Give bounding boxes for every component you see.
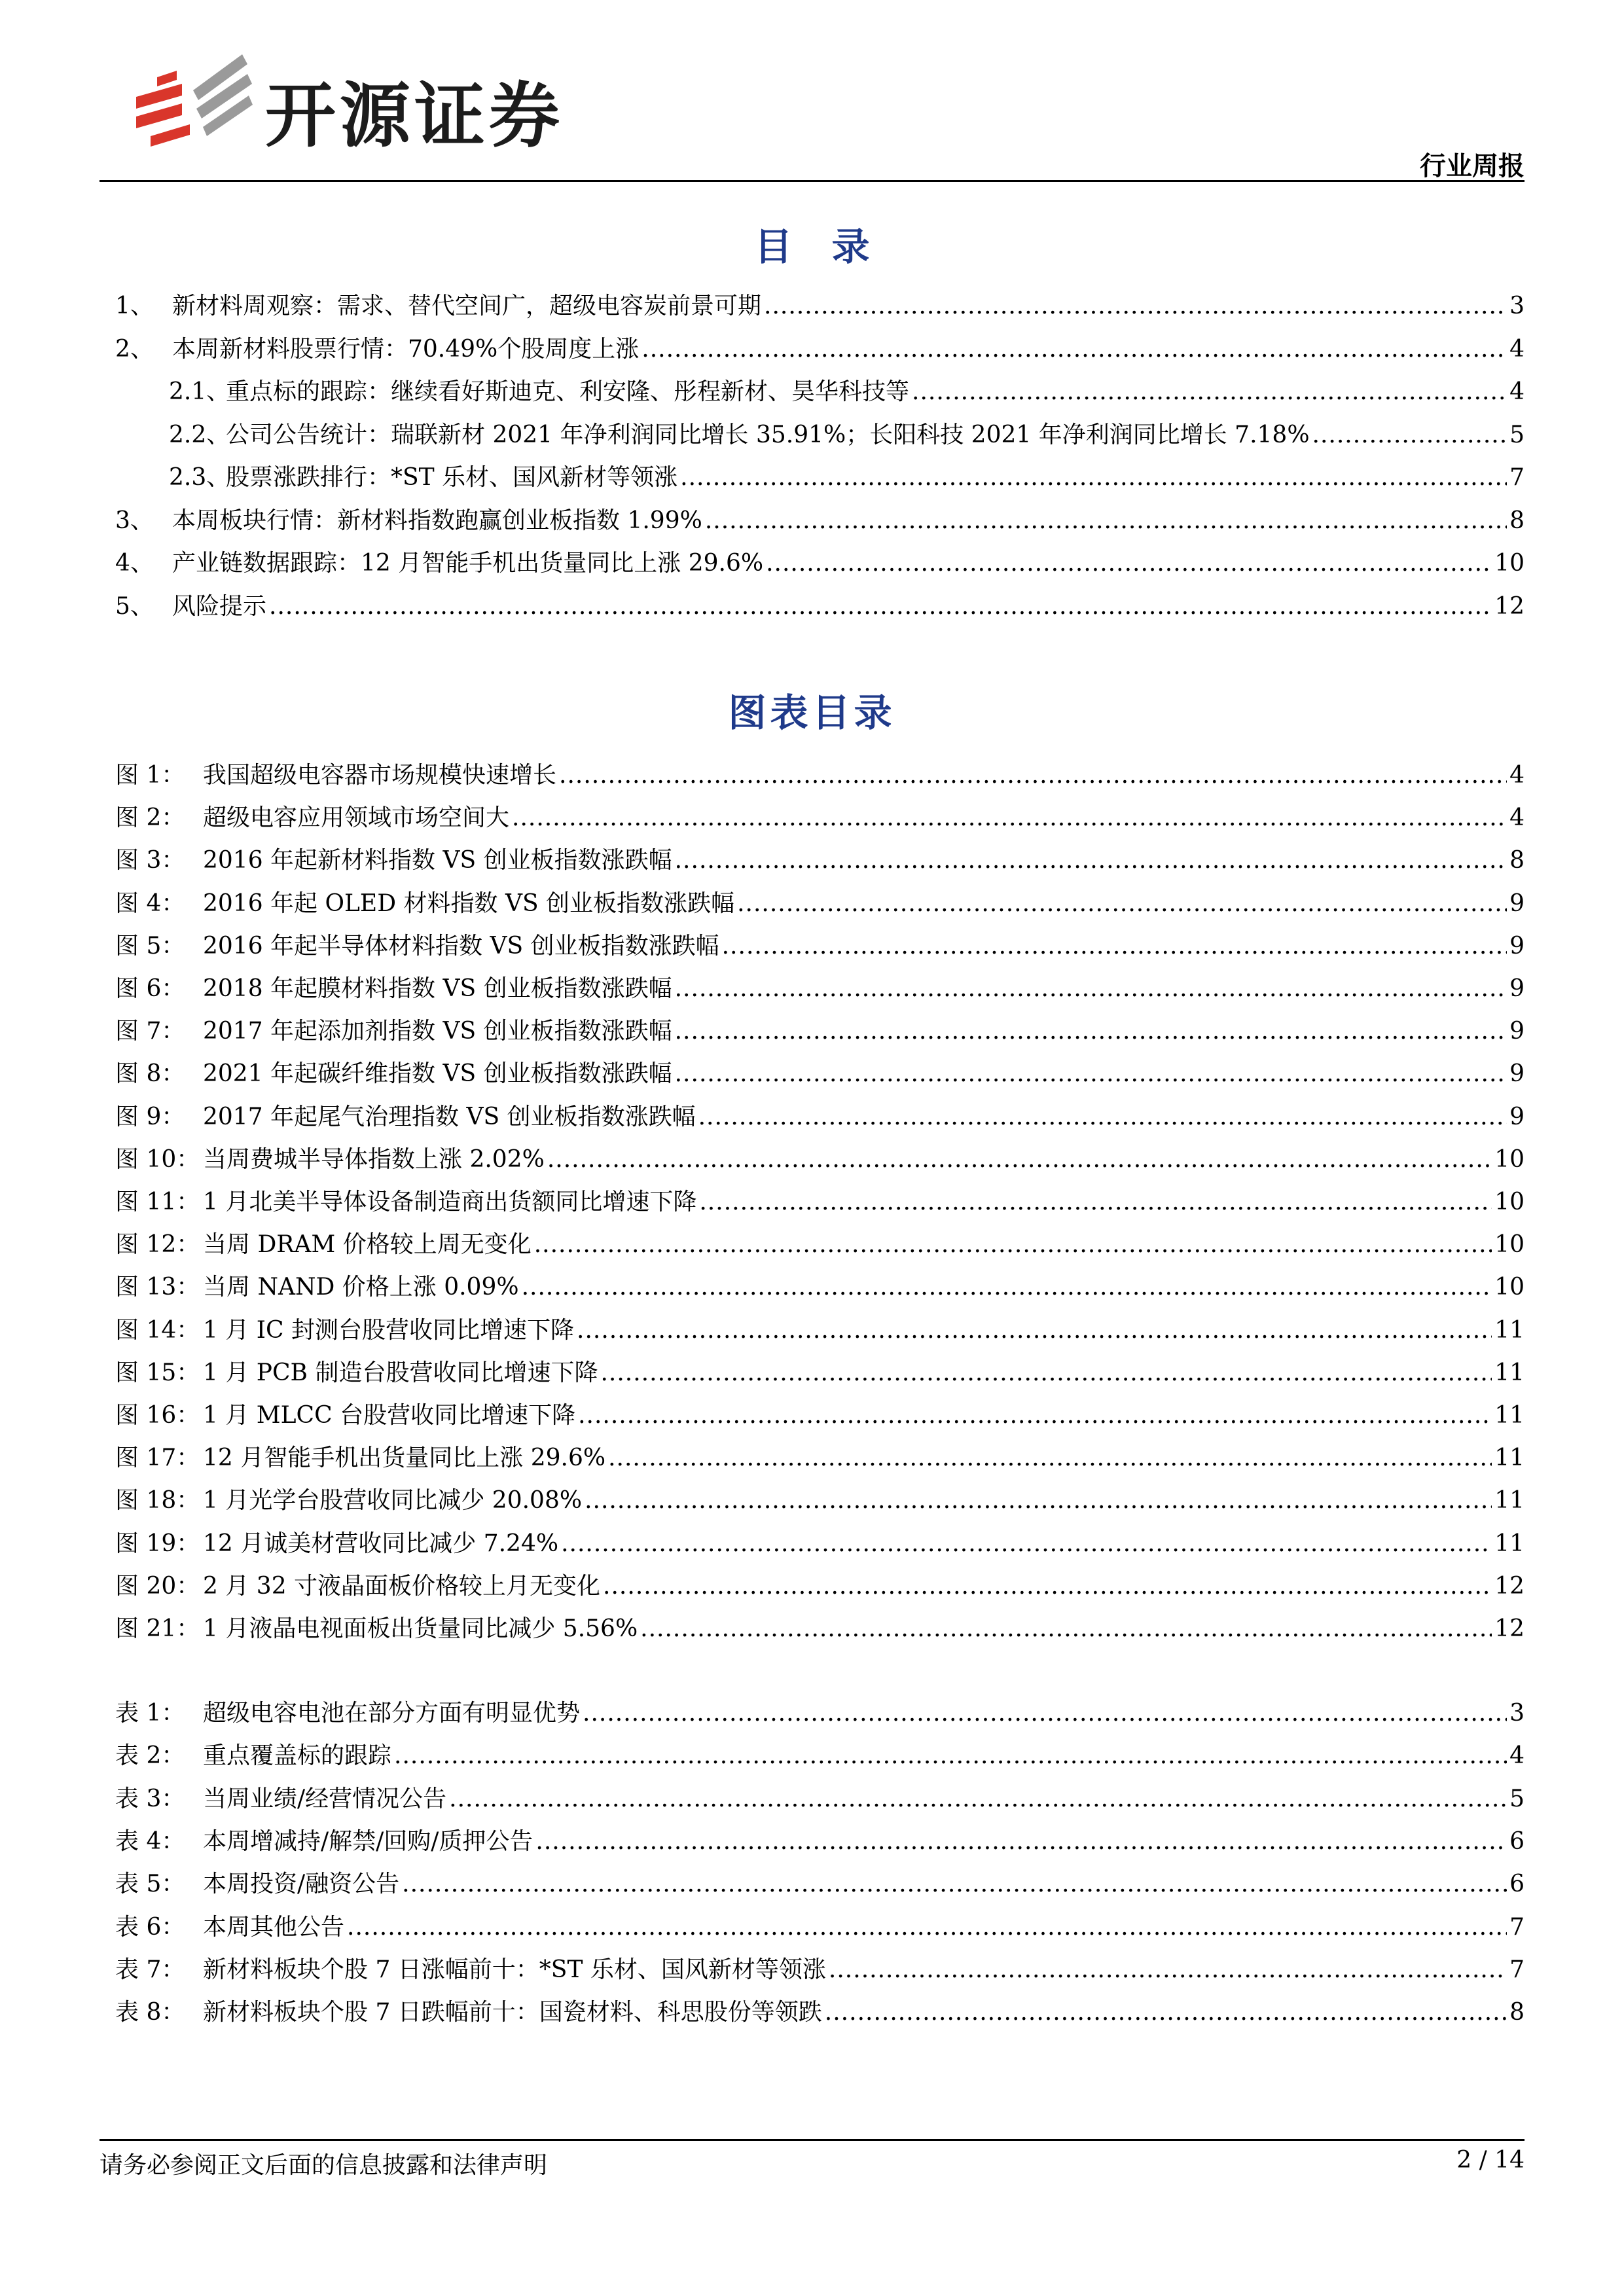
toc-entry[interactable] [0, 333, 1624, 366]
figure-entry-text: 当周费城半导体指数上涨 2.02% [203, 1145, 545, 1173]
figure-entry-text: 2018 年起膜材料指数 VS 创业板指数涨跌幅 [203, 975, 672, 1002]
leader-dots [722, 930, 1507, 963]
figure-entry[interactable] [0, 973, 1624, 1005]
figure-entry-number: 图 17： [115, 1444, 200, 1472]
table-entry[interactable] [0, 1996, 1624, 2029]
table-entry-text: 本周增减持/解禁/回购/质押公告 [203, 1827, 533, 1855]
figure-entry[interactable] [0, 1101, 1624, 1134]
figure-entry-text: 2017 年起尾气治理指数 VS 创业板指数涨跌幅 [203, 1103, 696, 1130]
figure-entry-number: 图 19： [115, 1530, 200, 1557]
toc-entry-number: 4、 [115, 550, 154, 577]
figure-entry-text: 12 月诚美材营收同比减少 7.24% [203, 1530, 559, 1557]
table-entry-number: 表 2： [115, 1742, 185, 1770]
figure-entry-page: 9 [1509, 1018, 1525, 1045]
figure-entry-page: 11 [1494, 1444, 1525, 1472]
toc-entry-page: 3 [1509, 293, 1525, 319]
toc-entry-page: 5 [1509, 421, 1525, 448]
toc-entry-page: 8 [1509, 507, 1525, 534]
leader-dots [705, 505, 1507, 537]
figure-entry[interactable] [0, 802, 1624, 834]
figure-entry[interactable] [0, 844, 1624, 877]
toc-entry[interactable] [0, 419, 1624, 452]
figure-entry-text: 1 月 PCB 制造台股营收同比增速下降 [203, 1359, 598, 1386]
figure-entry-number: 图 12： [115, 1231, 200, 1259]
figure-entry-page: 11 [1494, 1359, 1525, 1386]
leader-dots [1312, 419, 1507, 452]
table-entry-text: 当周业绩/经营情况公告 [203, 1785, 447, 1812]
figure-entry-page: 11 [1494, 1530, 1525, 1557]
leader-dots [559, 759, 1507, 792]
figure-entry[interactable] [0, 1613, 1624, 1645]
figure-entry-page: 10 [1494, 1145, 1525, 1173]
figure-entry-text: 2016 年起 OLED 材料指数 VS 创业板指数涨跌幅 [203, 889, 735, 917]
figure-entry[interactable] [0, 1357, 1624, 1390]
toc-entry-number: 2.1、 [169, 378, 230, 405]
leader-dots [608, 1442, 1492, 1475]
figure-entry-number: 图 15： [115, 1359, 200, 1386]
leader-dots [675, 1058, 1507, 1090]
toc-entry-text: 新材料周观察：需求、替代空间广，超级电容炭前景可期 [172, 293, 762, 319]
figure-entry-text: 当周 NAND 价格上涨 0.09% [203, 1274, 519, 1301]
leader-dots [737, 888, 1507, 920]
figure-entry-number: 图 7： [115, 1018, 185, 1045]
toc-entry-number: 2、 [115, 335, 154, 363]
figure-entry-number: 图 18： [115, 1487, 200, 1515]
figure-entry-text: 1 月 MLCC 台股营收同比增速下降 [203, 1402, 576, 1429]
leader-dots [641, 333, 1507, 366]
figure-entry-number: 图 6： [115, 975, 185, 1002]
table-entry-text: 本周投资/融资公告 [203, 1871, 400, 1898]
table-entry-number: 表 5： [115, 1871, 185, 1898]
table-entry-page: 4 [1509, 1742, 1525, 1770]
figure-entry-number: 图 13： [115, 1274, 200, 1301]
figure-list-title: 图表目录 [728, 691, 896, 735]
table-entry-page: 6 [1509, 1827, 1525, 1855]
toc-entry-number: 2.3、 [169, 464, 230, 491]
toc-entry[interactable] [0, 290, 1624, 323]
footer-disclaimer: 请务必参阅正文后面的信息披露和法律声明 [99, 2152, 548, 2179]
figure-entry-number: 图 9： [115, 1103, 185, 1130]
figure-entry-page: 8 [1509, 847, 1525, 874]
figure-entry-text: 12 月智能手机出货量同比上涨 29.6% [203, 1444, 606, 1472]
figure-entry-page: 9 [1509, 1060, 1525, 1088]
figure-entry-page: 9 [1509, 1103, 1525, 1130]
logo-mark-icon [131, 51, 255, 149]
toc-entry-text: 本周新材料股票行情：70.49%个股周度上涨 [172, 335, 640, 363]
figure-entry[interactable] [0, 1058, 1624, 1090]
toc-entry-text: 本周板块行情：新材料指数跑赢创业板指数 1.99% [172, 507, 702, 534]
figure-entry-number: 图 16： [115, 1402, 200, 1429]
toc-entry-page: 12 [1494, 592, 1525, 620]
figure-entry-text: 1 月液晶电视面板出货量同比减少 5.56% [203, 1615, 638, 1642]
toc-entry[interactable] [0, 547, 1624, 580]
figure-entry-text: 2016 年起新材料指数 VS 创业板指数涨跌幅 [203, 847, 672, 874]
table-entry-page: 3 [1509, 1700, 1525, 1727]
page-number: 2 / 14 [1456, 2147, 1525, 2174]
leader-dots [449, 1783, 1507, 1816]
leader-dots [402, 1868, 1507, 1901]
figure-entry-text: 我国超级电容器市场规模快速增长 [203, 762, 557, 789]
figure-entry[interactable] [0, 1484, 1624, 1517]
figure-entry[interactable] [0, 930, 1624, 963]
table-entry-page: 8 [1509, 1999, 1525, 2026]
table-entry[interactable] [0, 1911, 1624, 1944]
figure-entry[interactable] [0, 1143, 1624, 1176]
figure-entry-text: 1 月北美半导体设备制造商出货额同比增速下降 [203, 1189, 697, 1215]
toc-entry-page: 4 [1509, 335, 1525, 363]
table-entry-number: 表 7： [115, 1956, 185, 1983]
figure-entry-page: 12 [1494, 1572, 1525, 1600]
figure-entry-page: 4 [1509, 804, 1525, 832]
table-entry-text: 超级电容电池在部分方面有明显优势 [203, 1700, 581, 1727]
figure-entry-page: 11 [1494, 1316, 1525, 1344]
table-entry-page: 5 [1509, 1785, 1525, 1812]
figure-entry-number: 图 10： [115, 1145, 200, 1173]
leader-dots [347, 1911, 1507, 1944]
leader-dots [394, 1740, 1507, 1772]
header-divider [99, 180, 1525, 182]
leader-dots [675, 844, 1507, 877]
leader-dots [912, 376, 1507, 408]
figure-entry[interactable] [0, 888, 1624, 920]
table-entry[interactable] [0, 1825, 1624, 1858]
figure-entry-number: 图 11： [115, 1189, 200, 1215]
figure-entry-page: 10 [1494, 1189, 1525, 1215]
table-entry[interactable] [0, 1697, 1624, 1730]
figure-entry-number: 图 4： [115, 889, 185, 917]
report-type-label: 行业周报 [1420, 151, 1525, 181]
leader-dots [764, 290, 1507, 323]
table-entry-text: 新材料板块个股 7 日跌幅前十：国瓷材料、科思股份等领跌 [203, 1999, 822, 2026]
table-entry-page: 6 [1509, 1871, 1525, 1898]
leader-dots [600, 1357, 1492, 1390]
figure-entry-page: 9 [1509, 889, 1525, 917]
table-entry-number: 表 6： [115, 1913, 185, 1941]
toc-entry[interactable] [0, 590, 1624, 623]
figure-entry-text: 超级电容应用领域市场空间大 [203, 804, 510, 832]
figure-entry[interactable] [0, 1399, 1624, 1432]
leader-dots [512, 802, 1507, 834]
leader-dots [547, 1143, 1492, 1176]
table-entry[interactable] [0, 1740, 1624, 1772]
toc-entry-text: 重点标的跟踪：继续看好斯迪克、利安隆、彤程新材、昊华科技等 [226, 378, 910, 405]
table-entry-number: 表 3： [115, 1785, 185, 1812]
figure-entry[interactable] [0, 1271, 1624, 1304]
figure-entry-number: 图 3： [115, 847, 185, 874]
leader-dots [522, 1271, 1492, 1304]
figure-entry-text: 2016 年起半导体材料指数 VS 创业板指数涨跌幅 [203, 932, 719, 960]
leader-dots [535, 1825, 1507, 1858]
toc-entry-number: 2.2、 [169, 421, 230, 448]
toc-entry-page: 4 [1509, 378, 1525, 405]
leader-dots [534, 1229, 1492, 1261]
toc-entry[interactable] [0, 376, 1624, 408]
table-entry-number: 表 8： [115, 1999, 185, 2026]
leader-dots [675, 973, 1507, 1005]
leader-dots [699, 1186, 1492, 1219]
leader-dots [583, 1697, 1507, 1730]
brand-name: 开源证券 [265, 75, 564, 157]
figure-entry-number: 图 20： [115, 1572, 200, 1600]
figure-entry-number: 图 21： [115, 1615, 200, 1642]
toc-entry-number: 3、 [115, 507, 154, 534]
figure-entry[interactable] [0, 759, 1624, 792]
figure-entry-text: 2021 年起碳纤维指数 VS 创业板指数涨跌幅 [203, 1060, 672, 1088]
leader-dots [577, 1314, 1492, 1347]
footer-divider [99, 2139, 1525, 2141]
figure-entry-page: 11 [1494, 1487, 1525, 1515]
figure-entry-page: 9 [1509, 975, 1525, 1002]
leader-dots [675, 1015, 1507, 1048]
figure-entry-text: 1 月 IC 封测台股营收同比增速下降 [203, 1316, 575, 1344]
toc-entry-text: 风险提示 [172, 592, 267, 620]
toc-entry[interactable] [0, 461, 1624, 494]
leader-dots [829, 1954, 1507, 1986]
figure-entry-page: 12 [1494, 1615, 1525, 1642]
toc-title: 目录 [754, 224, 909, 269]
leader-dots [578, 1399, 1492, 1432]
figure-entry-text: 当周 DRAM 价格较上周无变化 [203, 1231, 532, 1259]
figure-entry-number: 图 8： [115, 1060, 185, 1088]
figure-entry[interactable] [0, 1229, 1624, 1261]
table-entry-page: 7 [1509, 1956, 1525, 1983]
figure-entry-page: 10 [1494, 1274, 1525, 1301]
leader-dots [825, 1996, 1507, 2029]
figure-entry-page: 10 [1494, 1231, 1525, 1259]
figure-entry-text: 2017 年起添加剂指数 VS 创业板指数涨跌幅 [203, 1018, 672, 1045]
toc-entry-page: 7 [1509, 464, 1525, 491]
figure-entry[interactable] [0, 1570, 1624, 1603]
figure-entry[interactable] [0, 1015, 1624, 1048]
figure-entry-text: 2 月 32 寸液晶面板价格较上月无变化 [203, 1572, 601, 1600]
leader-dots [698, 1101, 1507, 1134]
table-entry-text: 本周其他公告 [203, 1913, 345, 1941]
toc-entry-page: 10 [1494, 550, 1525, 577]
leader-dots [603, 1570, 1492, 1603]
leader-dots [680, 461, 1507, 494]
figure-entry-text: 1 月光学台股营收同比减少 20.08% [203, 1487, 583, 1515]
table-entry[interactable] [0, 1783, 1624, 1816]
toc-entry-number: 1、 [115, 293, 154, 319]
figure-entry[interactable] [0, 1528, 1624, 1560]
figure-entry-number: 图 1： [115, 762, 185, 789]
table-entry-text: 新材料板块个股 7 日涨幅前十：*ST 乐材、国风新材等领涨 [203, 1956, 826, 1983]
brand-logo [131, 51, 602, 157]
figure-entry[interactable] [0, 1314, 1624, 1347]
table-entry-page: 7 [1509, 1913, 1525, 1941]
leader-dots [640, 1613, 1492, 1645]
figure-entry-number: 图 14： [115, 1316, 200, 1344]
table-entry-text: 重点覆盖标的跟踪 [203, 1742, 392, 1770]
leader-dots [269, 590, 1492, 623]
table-entry-number: 表 4： [115, 1827, 185, 1855]
toc-entry-number: 5、 [115, 592, 154, 620]
table-entry[interactable] [0, 1954, 1624, 1986]
figure-entry-number: 图 5： [115, 932, 185, 960]
leader-dots [585, 1484, 1492, 1517]
toc-entry-text: 公司公告统计：瑞联新材 2021 年净利润同比增长 35.91%；长阳科技 2021 年净利润同比增长 7.18% [226, 421, 1310, 448]
figure-entry-page: 9 [1509, 932, 1525, 960]
leader-dots [766, 547, 1492, 580]
figure-entry-page: 11 [1494, 1402, 1525, 1429]
toc-entry-text: 产业链数据跟踪：12 月智能手机出货量同比上涨 29.6% [172, 550, 764, 577]
toc-entry[interactable] [0, 505, 1624, 537]
toc-entry-text: 股票涨跌排行：*ST 乐材、国风新材等领涨 [226, 464, 678, 491]
figure-entry[interactable] [0, 1442, 1624, 1475]
figure-entry[interactable] [0, 1186, 1624, 1219]
leader-dots [561, 1528, 1492, 1560]
table-entry[interactable] [0, 1868, 1624, 1901]
figure-entry-page: 4 [1509, 762, 1525, 789]
figure-entry-number: 图 2： [115, 804, 185, 832]
table-entry-number: 表 1： [115, 1700, 185, 1727]
